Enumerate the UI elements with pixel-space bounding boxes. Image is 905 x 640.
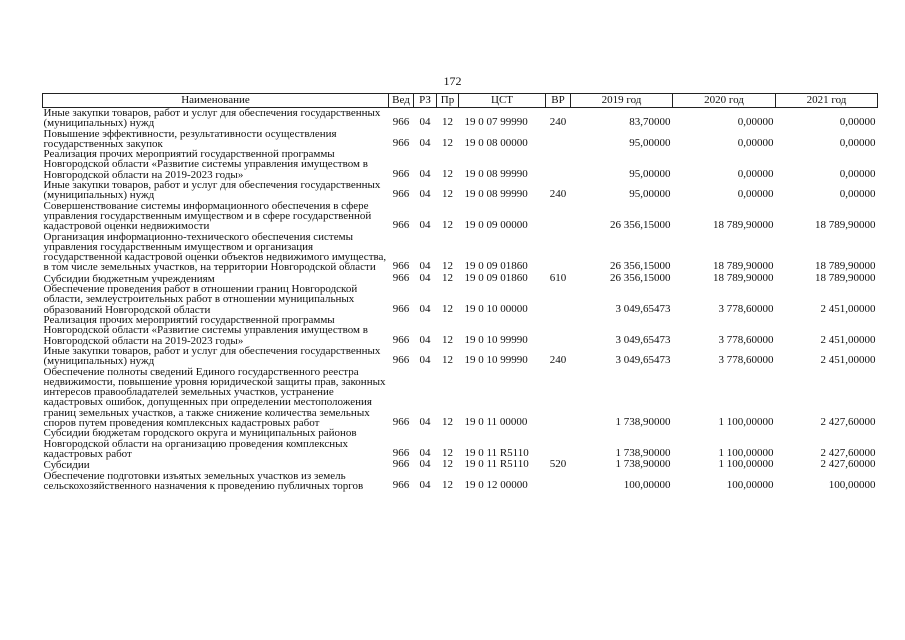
cell-2019: 95,00000: [629, 136, 671, 149]
cell-ved: 966: [392, 271, 410, 284]
cell-rz: 04: [419, 478, 431, 491]
cell-2021: 18 789,90000: [815, 271, 876, 284]
cell-2021: 18 789,90000: [815, 219, 876, 232]
cell-2021: 100,00000: [828, 478, 876, 491]
cell-cst: 19 0 09 01860: [464, 260, 528, 273]
cell-rz: 04: [419, 167, 431, 180]
table-row: [43, 129, 878, 150]
cell-rz: 04: [419, 333, 431, 346]
cell-2019: 95,00000: [629, 188, 671, 201]
table-row: [43, 471, 878, 492]
cell-vr: [546, 367, 571, 429]
header-2019: 2019 год: [571, 94, 673, 108]
table-row: [43, 315, 878, 346]
cell-rz: 04: [419, 415, 431, 428]
cell-2020: 0,00000: [737, 116, 774, 129]
cell-2019: 3 049,65473: [615, 354, 671, 367]
cell-2019: 26 356,15000: [610, 260, 671, 273]
cell-2020: 100,00000: [726, 478, 774, 491]
cell-name: Субсидии бюджетам городского округа и муниципальных районов Новгородской области на организацию проведения комплексных кадастровых работ: [43, 427, 357, 460]
cell-2021: 2 427,60000: [820, 446, 876, 459]
cell-ved: 966: [392, 188, 410, 201]
cell-2021: 18 789,90000: [815, 260, 876, 273]
cell-2019: 1 738,90000: [615, 415, 671, 428]
cell-rz: 04: [419, 302, 431, 315]
cell-ved: 966: [392, 415, 410, 428]
cell-pr: 12: [442, 333, 453, 346]
cell-ved: 966: [392, 333, 410, 346]
cell-cst: 19 0 08 99990: [464, 188, 528, 201]
cell-vr: 240: [549, 116, 567, 129]
header-pr: Пр: [437, 94, 459, 108]
cell-rz: 04: [419, 136, 431, 149]
cell-2020: 0,00000: [737, 167, 774, 180]
cell-2019: 1 738,90000: [615, 458, 671, 471]
cell-rz: 04: [419, 271, 431, 284]
cell-name: Субсидии: [43, 459, 90, 472]
cell-name: Иные закупки товаров, работ и услуг для обеспечения государственных (муниципальных) нужд: [43, 179, 381, 202]
cell-pr: 12: [442, 188, 453, 201]
cell-cst: 19 0 12 00000: [464, 478, 528, 491]
cell-ved: 966: [392, 136, 410, 149]
table-row: [43, 108, 878, 129]
cell-vr: [546, 284, 571, 315]
cell-rz: 04: [419, 446, 431, 459]
cell-vr: [546, 129, 571, 150]
cell-name: Совершенствование системы информационного обеспечения в сфере управления государственным имуществом и в сфере государственной кадастровой оценки недвижимости: [43, 199, 372, 233]
cell-cst: 19 0 09 00000: [464, 219, 528, 232]
cell-pr: 12: [442, 116, 453, 129]
cell-pr: 12: [442, 136, 453, 149]
cell-vr: 520: [549, 458, 567, 471]
budget-table: [42, 93, 878, 491]
cell-ved: 966: [392, 446, 410, 459]
cell-ved: 966: [392, 302, 410, 315]
cell-2020: 1 100,00000: [718, 458, 774, 471]
cell-name: Обеспечение подготовки изъятых земельных участков из земель сельскохозяйственного назначения к проведению публичных торгов: [43, 469, 364, 492]
cell-vr: [546, 428, 571, 459]
cell-vr: [546, 201, 571, 232]
cell-cst: 19 0 11 R5110: [464, 458, 529, 471]
cell-pr: 12: [442, 446, 453, 459]
cell-2021: 0,00000: [839, 188, 876, 201]
table-row: [43, 149, 878, 180]
cell-2019: 83,70000: [629, 116, 671, 129]
header-2021: 2021 год: [776, 94, 878, 108]
cell-cst: 19 0 11 R5110: [464, 446, 529, 459]
cell-ved: 966: [392, 219, 410, 232]
cell-2019: 3 049,65473: [615, 333, 671, 346]
cell-2020: 18 789,90000: [713, 219, 774, 232]
cell-rz: 04: [419, 219, 431, 232]
cell-pr: 12: [442, 302, 453, 315]
cell-vr: [546, 149, 571, 180]
header-cst: ЦСТ: [459, 94, 546, 108]
cell-2021: 0,00000: [839, 136, 876, 149]
header-name: Наименование: [43, 94, 389, 108]
cell-name: Повышение эффективности, результативности осуществления государственных закупок: [43, 127, 337, 150]
cell-name: Обеспечение полноты сведений Единого государственного реестра недвижимости, повышение уровня юридической защиты прав, законных интересов правообладателей земельных участков, устранение кадастровых ошибок, допущенных при определении местоположения границ земельных участков, а также снижение количества земельных споров путем проведения комплексных кадастровых работ: [43, 365, 386, 430]
cell-2019: 100,00000: [623, 478, 671, 491]
cell-2020: 3 778,60000: [718, 302, 774, 315]
header-2020: 2020 год: [673, 94, 776, 108]
cell-2021: 2 427,60000: [820, 458, 876, 471]
table-row: [43, 232, 878, 273]
cell-2019: 26 356,15000: [610, 219, 671, 232]
cell-ved: 966: [392, 116, 410, 129]
cell-cst: 19 0 09 01860: [464, 271, 528, 284]
header-ved: Вед: [389, 94, 414, 108]
cell-2020: 0,00000: [737, 188, 774, 201]
cell-2021: 2 451,00000: [820, 354, 876, 367]
cell-2019: 1 738,90000: [615, 446, 671, 459]
cell-pr: 12: [442, 219, 453, 232]
cell-name: Субсидии бюджетным учреждениям: [43, 272, 215, 285]
cell-cst: 19 0 10 99990: [464, 354, 528, 367]
cell-name: Реализация прочих мероприятий государственной программы Новгородской области «Развитие системы управления имуществом в Новгородской области на 2019-2023 годы»: [43, 148, 368, 181]
header-rz: РЗ: [414, 94, 437, 108]
cell-2020: 0,00000: [737, 136, 774, 149]
cell-ved: 966: [392, 167, 410, 180]
cell-cst: 19 0 11 00000: [464, 415, 528, 428]
cell-2019: 95,00000: [629, 167, 671, 180]
cell-vr: [546, 315, 571, 346]
header-row: [43, 94, 878, 108]
table-row: [43, 367, 878, 429]
cell-name: Иные закупки товаров, работ и услуг для обеспечения государственных (муниципальных) нужд: [43, 107, 381, 130]
cell-ved: 966: [392, 260, 410, 273]
cell-2019: 3 049,65473: [615, 302, 671, 315]
table-body: [43, 108, 878, 492]
cell-2020: 18 789,90000: [713, 271, 774, 284]
cell-cst: 19 0 08 00000: [464, 136, 528, 149]
cell-name: Обеспечение проведения работ в отношении границ Новгородской области, землеустроительных работ в отношении муниципальных образований Новгородской области: [43, 283, 358, 316]
cell-2020: 1 100,00000: [718, 415, 774, 428]
cell-name: Организация информационно-технического обеспечения системы управления государственным имуществом и организация государственной кадастровой оценки объектов недвижимого имущества, в том числе земельных участков, на территории Новгородской области: [43, 230, 387, 274]
cell-vr: 240: [549, 188, 567, 201]
table-row: [43, 201, 878, 232]
cell-2020: 3 778,60000: [718, 354, 774, 367]
cell-name: Реализация прочих мероприятий государственной программы Новгородской области «Развитие системы управления имуществом в Новгородской области на 2019-2023 годы»: [43, 314, 368, 347]
cell-cst: 19 0 10 00000: [464, 302, 528, 315]
cell-pr: 12: [442, 478, 453, 491]
page-number: 172: [443, 74, 462, 88]
cell-vr: 610: [549, 271, 567, 284]
cell-rz: 04: [419, 188, 431, 201]
cell-rz: 04: [419, 354, 431, 367]
cell-pr: 12: [442, 271, 453, 284]
header-vr: ВР: [546, 94, 571, 108]
cell-pr: 12: [442, 167, 453, 180]
table-row: [43, 180, 878, 201]
cell-ved: 966: [392, 478, 410, 491]
cell-2021: 0,00000: [839, 167, 876, 180]
cell-pr: 12: [442, 260, 453, 273]
cell-ved: 966: [392, 458, 410, 471]
cell-rz: 04: [419, 260, 431, 273]
table-row: [43, 459, 878, 470]
cell-cst: 19 0 10 99990: [464, 333, 528, 346]
cell-2019: 26 356,15000: [610, 271, 671, 284]
cell-2021: 2 427,60000: [820, 415, 876, 428]
cell-rz: 04: [419, 116, 431, 129]
table-row: [43, 284, 878, 315]
cell-vr: [546, 471, 571, 492]
table-row: [43, 346, 878, 367]
table-row: [43, 428, 878, 459]
cell-2020: 18 789,90000: [713, 260, 774, 273]
cell-2021: 2 451,00000: [820, 302, 876, 315]
cell-2020: 1 100,00000: [718, 446, 774, 459]
cell-vr: [546, 232, 571, 273]
cell-pr: 12: [442, 354, 453, 367]
cell-vr: 240: [549, 354, 567, 367]
cell-2021: 2 451,00000: [820, 333, 876, 346]
cell-pr: 12: [442, 415, 453, 428]
cell-name: Иные закупки товаров, работ и услуг для обеспечения государственных (муниципальных) нужд: [43, 344, 381, 368]
cell-cst: 19 0 08 99990: [464, 167, 528, 180]
cell-pr: 12: [442, 458, 453, 471]
cell-2020: 3 778,60000: [718, 333, 774, 346]
cell-ved: 966: [392, 354, 410, 367]
cell-cst: 19 0 07 99990: [464, 116, 528, 129]
cell-2021: 0,00000: [839, 116, 876, 129]
cell-rz: 04: [419, 458, 431, 471]
